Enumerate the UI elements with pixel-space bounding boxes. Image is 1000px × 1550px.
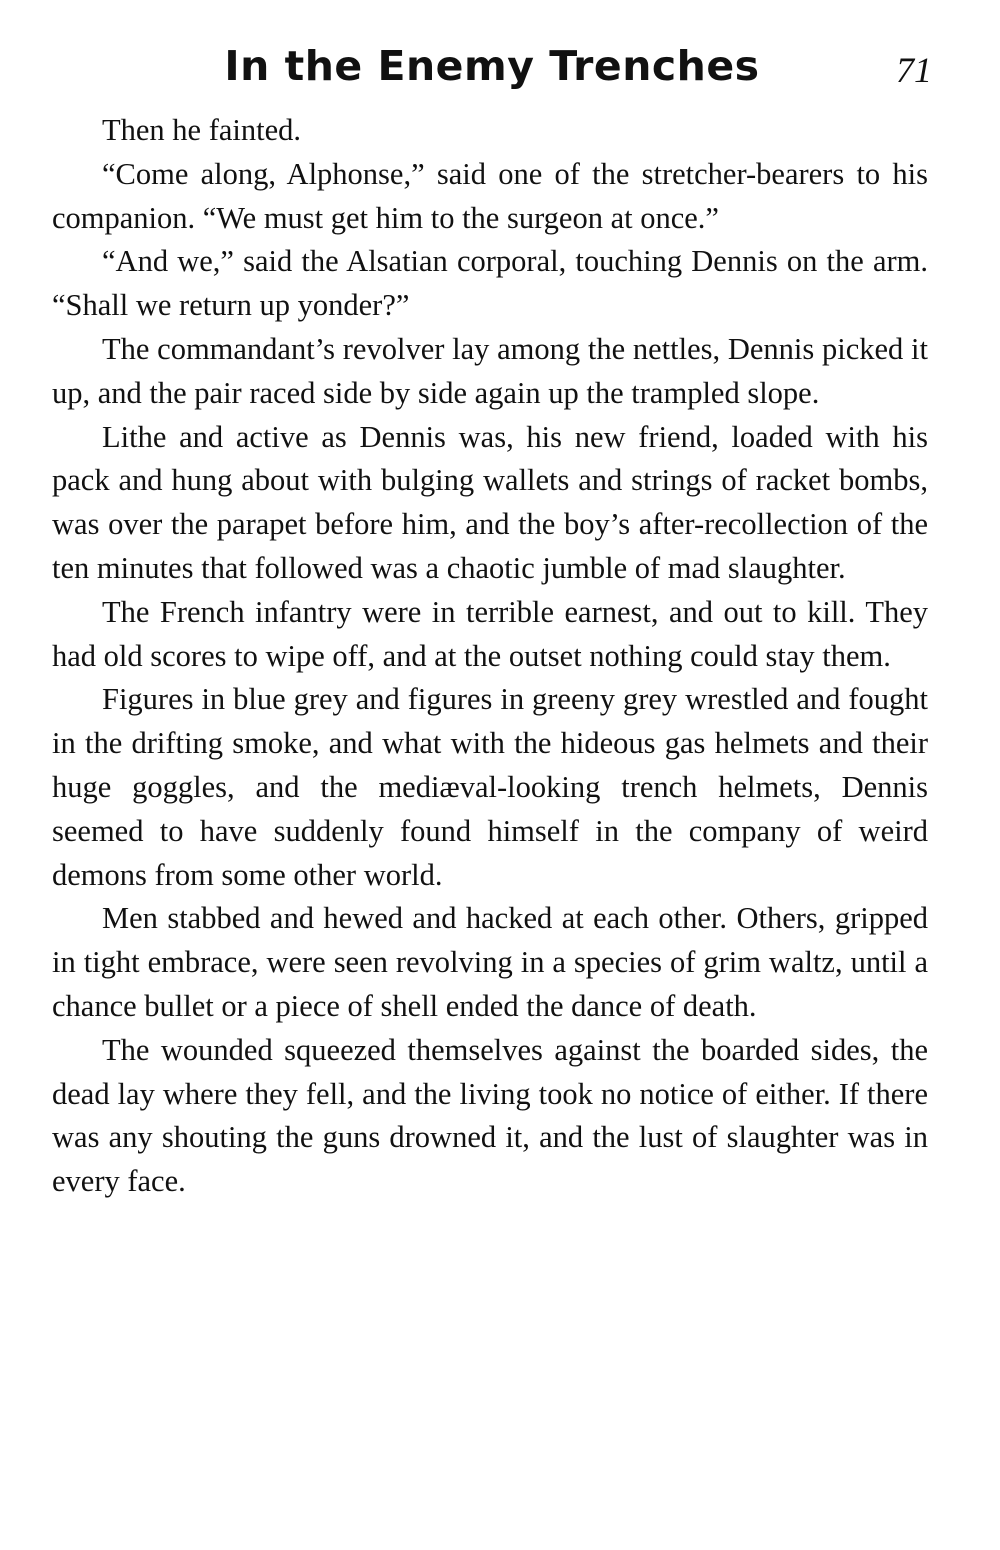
paragraph: Then he fainted. — [102, 113, 302, 147]
page-number: 71 — [896, 50, 932, 90]
paragraph: The commandant’s revolver lay among the nettles, Dennis picked it up, and the pair raced side by side again up the trampled slope. — [52, 331, 928, 410]
paragraph: Men stabbed and hewed and hacked at each other. Others, gripped in tight embrace, were seen revolving in a species of grim waltz, until a chance bullet or a piece of shell ended the dance of death. — [52, 901, 928, 1023]
running-title: In the Enemy Trenches — [224, 42, 760, 90]
paragraph: “And we,” said the Alsatian corporal, touching Dennis on the arm. “Shall we return up yonder?” — [52, 244, 928, 323]
body-text — [52, 109, 928, 1204]
paragraph: Lithe and active as Dennis was, his new friend, loaded with his pack and hung about with bulging wallets and strings of racket bombs, was over the parapet before him, and the boy’s after-recollection of the ten minutes that followed was a chaotic jumble of mad slaughter. — [52, 419, 928, 585]
paragraph: “Come along, Alphonse,” said one of the stretcher-bearers to his companion. “We must get him to the surgeon at once.” — [52, 156, 928, 235]
page-header — [52, 36, 932, 96]
paragraph: The French infantry were in terrible earnest, and out to kill. They had old scores to wipe off, and at the outset nothing could stay them. — [52, 594, 928, 673]
paragraph: The wounded squeezed themselves against the boarded sides, the dead lay where they fell, and the living took no notice of either. If there was any shouting the guns drowned it, and the lust of slaughter was in every face. — [52, 1032, 928, 1199]
paragraph: Figures in blue grey and figures in greeny grey wrestled and fought in the drifting smoke, and what with the hideous gas helmets and their huge goggles, and the mediæval-looking trench helmets, Dennis seemed to have suddenly found himself in the company of weird demons from some other world. — [52, 682, 928, 892]
